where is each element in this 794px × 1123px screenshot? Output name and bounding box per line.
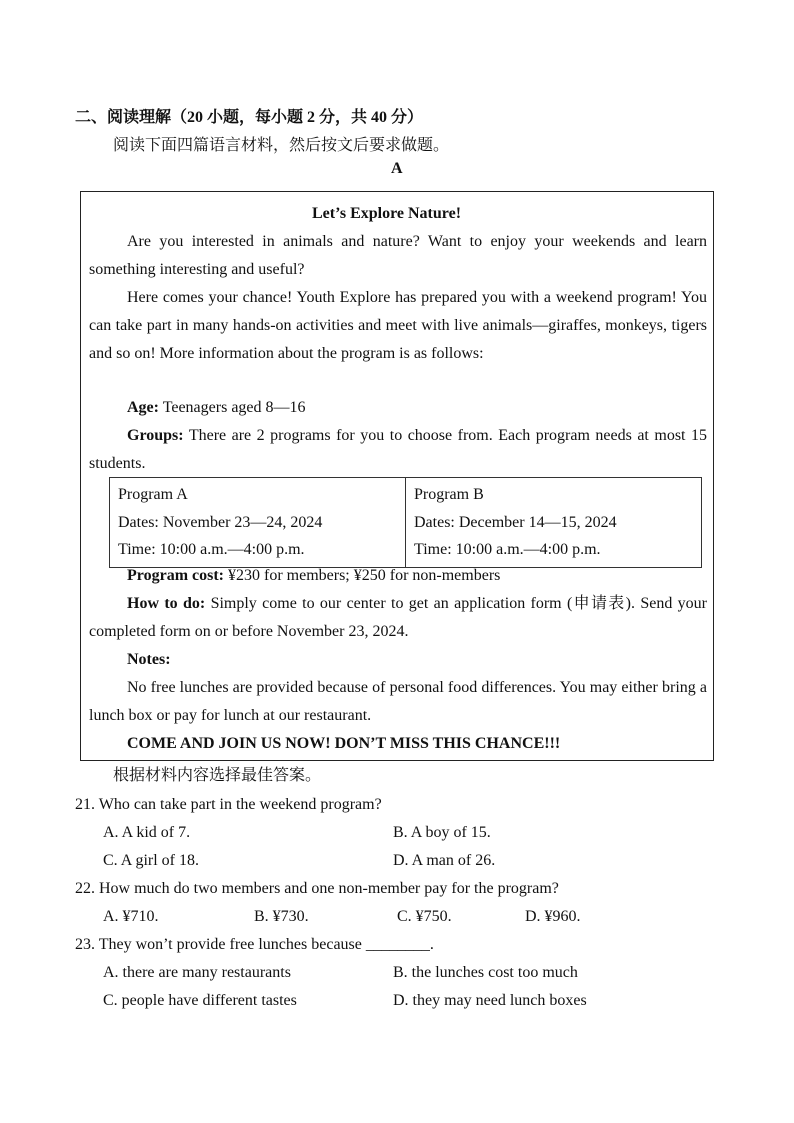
question-22-option-c[interactable]: C. ¥750. <box>397 908 452 925</box>
section-instruction: 阅读下面四篇语言材料，然后按文后要求做题。 <box>113 137 450 154</box>
howto-label: How to do: <box>127 595 206 612</box>
program-b-name: Program B <box>414 486 484 503</box>
howto-text: Simply come to our center to get an application form (申请表). Send your completed form on or before November 23, 2024. <box>89 595 707 640</box>
question-22-option-b[interactable]: B. ¥730. <box>254 908 309 925</box>
passage-letter: A <box>391 160 403 177</box>
section-heading: 二、阅读理解（20 小题，每小题 2 分，共 40 分） <box>75 109 424 126</box>
groups-paragraph <box>89 422 707 478</box>
program-a-cell <box>110 478 406 568</box>
program-a-dates: Dates: November 23—24, 2024 <box>118 513 323 531</box>
question-23-option-d[interactable]: D. they may need lunch boxes <box>393 992 587 1009</box>
program-a-time: Time: 10:00 a.m.—4:00 p.m. <box>118 541 305 558</box>
cost-text: ¥230 for members; ¥250 for non-members <box>224 567 501 584</box>
program-a-name: Program A <box>118 486 188 503</box>
age-label: Age: <box>127 399 159 416</box>
question-22-stem: 22. How much do two members and one non-member pay for the program? <box>75 880 559 897</box>
question-23-option-c[interactable]: C. people have different tastes <box>103 992 297 1009</box>
cost-label: Program cost: <box>127 567 224 584</box>
question-22-option-a[interactable]: A. ¥710. <box>103 908 159 925</box>
program-table <box>109 477 702 568</box>
notes-label: Notes: <box>127 651 171 668</box>
howto-paragraph <box>89 590 707 646</box>
question-22-option-d[interactable]: D. ¥960. <box>525 908 581 925</box>
notes-paragraph: No free lunches are provided because of personal food differences. You may either bring a lunch box or pay for lunch at our restaurant. <box>89 679 707 724</box>
question-21-option-c[interactable]: C. A girl of 18. <box>103 852 200 869</box>
questions-intro: 根据材料内容选择最佳答案。 <box>113 767 322 784</box>
age-line <box>127 394 306 422</box>
closing-line: COME AND JOIN US NOW! DON’T MISS THIS CHANCE!!! <box>127 735 561 752</box>
question-23-option-b[interactable]: B. the lunches cost too much <box>393 964 578 981</box>
program-b-time: Time: 10:00 a.m.—4:00 p.m. <box>414 541 601 558</box>
groups-text: There are 2 programs for you to choose from. Each program needs at most 15 students. <box>89 427 707 472</box>
program-b-cell <box>406 478 702 568</box>
question-21-option-b[interactable]: B. A boy of 15. <box>393 824 491 841</box>
passage-paragraph-2: Here comes your chance! Youth Explore has prepared you with a weekend program! You can take part in many hands-on activities and meet with live animals—giraffes, monkeys, tigers and so on! More information about the program is as follows: <box>89 289 707 362</box>
cost-line <box>127 562 500 590</box>
passage-paragraph-1: Are you interested in animals and nature? Want to enjoy your weekends and learn something interesting and useful? <box>89 233 707 278</box>
groups-label: Groups: <box>127 427 184 444</box>
program-b-dates: Dates: December 14—15, 2024 <box>414 513 617 531</box>
age-text: Teenagers aged 8—16 <box>158 399 306 416</box>
question-23-stem: 23. They won’t provide free lunches because ________. <box>75 936 434 953</box>
question-21-stem: 21. Who can take part in the weekend program? <box>75 796 382 813</box>
question-21-option-d[interactable]: D. A man of 26. <box>393 852 496 869</box>
question-23-option-a[interactable]: A. there are many restaurants <box>103 964 291 981</box>
passage-title: Let’s Explore Nature! <box>312 205 462 222</box>
question-21-option-a[interactable]: A. A kid of 7. <box>103 824 191 841</box>
